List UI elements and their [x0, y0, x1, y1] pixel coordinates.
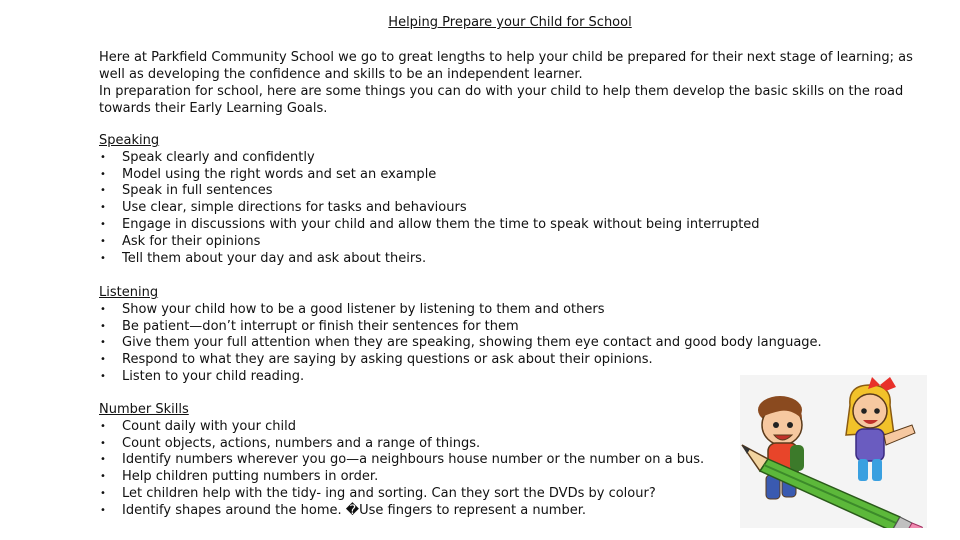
- speaking-list: [99, 150, 760, 268]
- page-title: Helping Prepare your Child for School: [388, 15, 632, 30]
- list-item: • Be patient—don’t interrupt or finish their sentences for them: [99, 319, 822, 336]
- list-item: • Show your child how to be a good listener by listening to them and others: [99, 302, 822, 319]
- list-item: • Count objects, actions, numbers and a range of things.: [99, 436, 704, 453]
- intro-paragraph-2: In preparation for school, here are some things you can do with your child to help them develop the basic skills on the road towards their Early Learning Goals.: [99, 84, 904, 116]
- list-item: • Identify shapes around the home. �Use fingers to represent a number.: [99, 503, 704, 520]
- list-item: • Let children help with the tidy- ing and sorting. Can they sort the DVDs by colour?: [99, 486, 704, 503]
- list-item: • Ask for their opinions: [99, 234, 760, 251]
- list-item: • Speak in full sentences: [99, 183, 760, 200]
- speaking-section: [99, 133, 760, 267]
- number-skills-list: [99, 419, 704, 520]
- list-item: • Give them your full attention when they are speaking, showing them eye contact and good body language.: [99, 335, 822, 352]
- list-item: • Help children putting numbers in order.: [99, 469, 704, 486]
- list-item: • Listen to your child reading.: [99, 369, 822, 386]
- children-on-pencil-illustration: [740, 375, 927, 528]
- list-item: • Engage in discussions with your child and allow them the time to speak without being interrupted: [99, 217, 760, 234]
- list-item: • Identify numbers wherever you go—a neighbours house number or the number on a bus.: [99, 452, 704, 469]
- list-item: • Speak clearly and confidently: [99, 150, 760, 167]
- list-item: • Respond to what they are saying by asking questions or ask about their opinions.: [99, 352, 822, 369]
- listening-section: [99, 285, 822, 386]
- list-item: • Tell them about your day and ask about theirs.: [99, 251, 760, 268]
- list-item: • Model using the right words and set an example: [99, 167, 760, 184]
- intro-paragraph-1: Here at Parkfield Community School we go to great lengths to help your child be prepared for their next stage of learning; as well as developing the confidence and skills to be an independent learner.: [99, 50, 913, 82]
- number-skills-section: [99, 402, 704, 520]
- speaking-heading: Speaking: [99, 133, 160, 148]
- list-item: • Use clear, simple directions for tasks and behaviours: [99, 200, 760, 217]
- list-item: • Count daily with your child: [99, 419, 704, 436]
- intro-text: [99, 49, 939, 117]
- listening-list: [99, 302, 822, 386]
- listening-heading: Listening: [99, 285, 159, 300]
- number-skills-heading: Number Skills: [99, 402, 189, 417]
